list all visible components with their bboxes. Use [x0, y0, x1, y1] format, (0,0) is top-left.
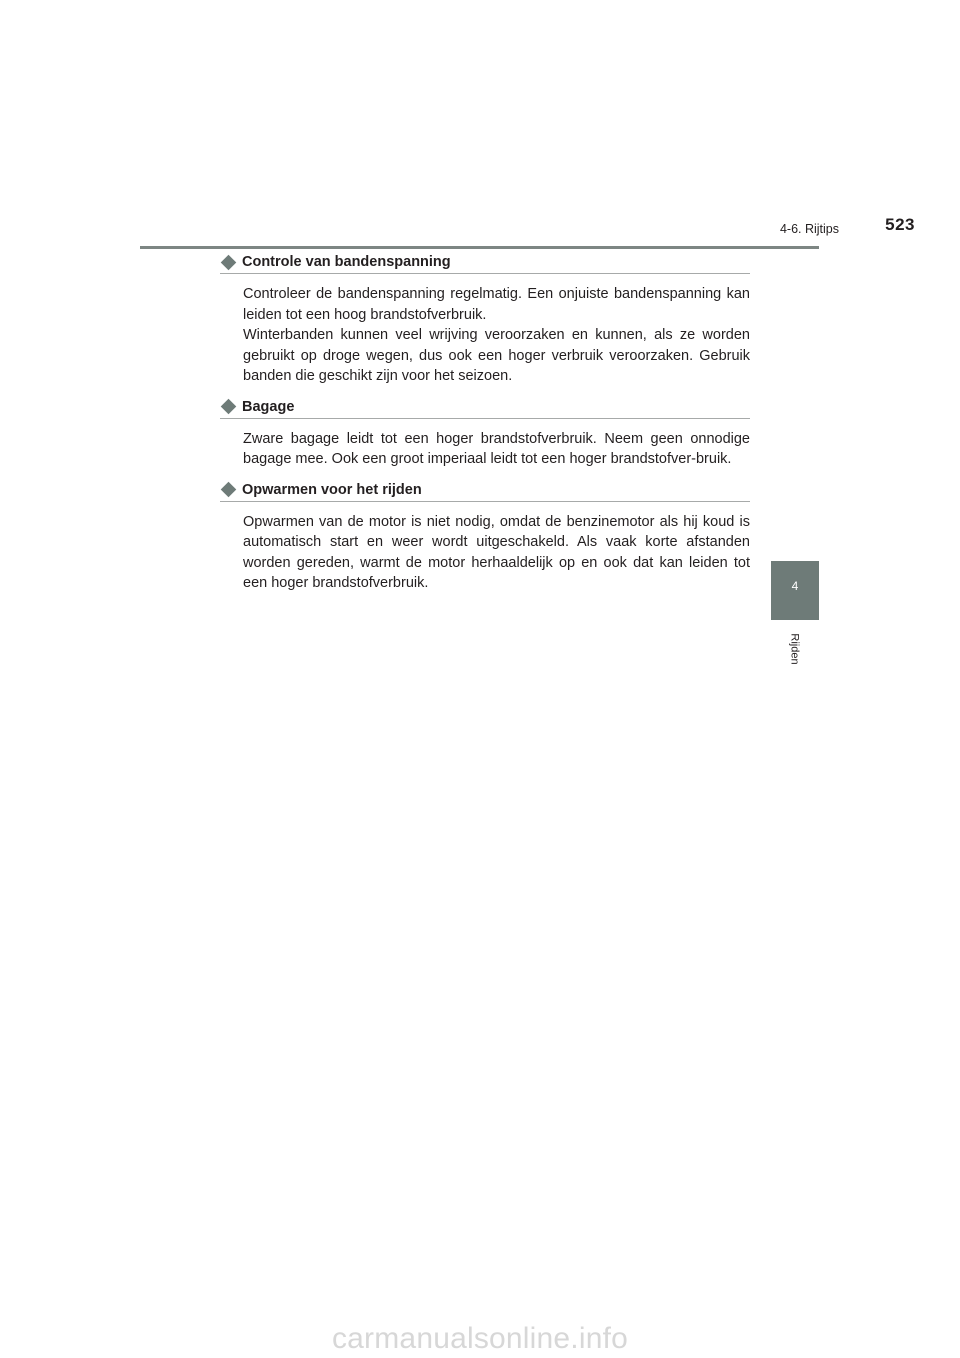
chapter-label-text: Rijden: [789, 633, 801, 665]
section-heading: [220, 399, 750, 419]
section-warmup: [220, 482, 750, 594]
diamond-icon: [221, 482, 237, 498]
main-content: [220, 254, 750, 606]
chapter-tab: 4: [771, 561, 819, 620]
paragraph: Opwarmen van de motor is niet nodig, omdat de benzinemotor als hij koud is automatisch start en weer wordt uitgeschakeld. Als vaak korte afstanden worden gereden, warmt de motor herhaaldelijk op en ook dat kan leiden tot een hoger brandstofverbruik.: [243, 513, 750, 591]
section-heading: [220, 482, 750, 502]
section-tire-pressure: [220, 254, 750, 387]
watermark-text: carmanualsonline.info: [331, 1322, 629, 1355]
section-heading-text: Bagage: [242, 398, 295, 415]
section-heading: [220, 254, 750, 274]
paragraph: Winterbanden kunnen veel wrijving veroorzaken en kunnen, als ze worden gebruikt op droge wegen, dus ook een hoger verbruik veroorzaken. Gebruik banden die geschikt zijn voor het seizoen.: [243, 327, 750, 384]
section-heading-text: Opwarmen voor het rijden: [242, 481, 422, 498]
section-heading-text: Controle van bandenspanning: [242, 254, 451, 270]
chapter-label: [772, 630, 818, 668]
paragraph: Zware bagage leidt tot een hoger brandstofverbruik. Neem geen onnodige bagage mee. Ook een groot imperiaal leidt tot een hoger brandstofver-bruik.: [243, 430, 750, 467]
page-number: 523: [885, 215, 915, 234]
section-label: 4-6. Rijtips: [779, 222, 839, 236]
page-header: [140, 212, 915, 249]
section-luggage: [220, 399, 750, 470]
diamond-icon: [221, 254, 237, 270]
diamond-icon: [221, 399, 237, 415]
paragraph: Controleer de bandenspanning regelmatig. Een onjuiste bandenspanning kan leiden tot een hoog brandstofverbruik.: [243, 286, 750, 323]
